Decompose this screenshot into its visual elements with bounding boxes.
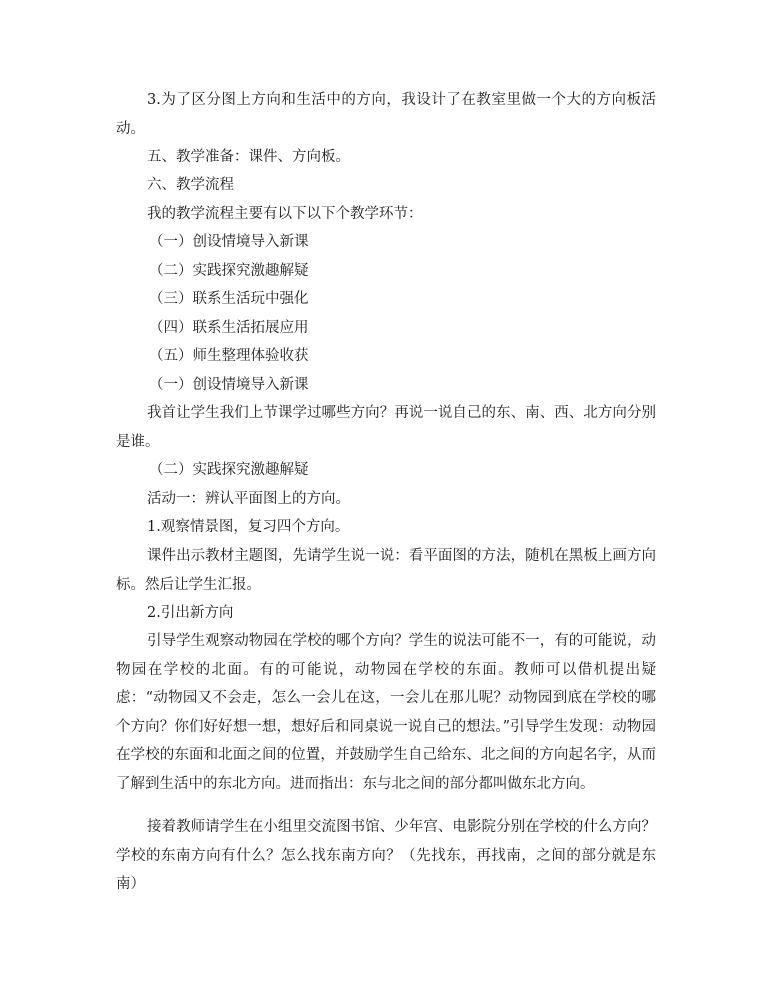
subsection-heading: （二）实践探究激趣解疑 <box>149 462 309 478</box>
paragraph-activity-one: 活动一：辨认平面图上的方向。 <box>147 491 350 507</box>
list-item: （二）实践探究激趣解疑 <box>149 263 309 279</box>
paragraph-group-exchange: 接着教师请学生在小组里交流图书馆、少年宫、电影院分别在学校的什么方向？学校的东南方向有什么？怎么找东南方向？（先找东，再找南，之间的部分就是东南） <box>116 819 656 893</box>
list-item: （一）创设情境导入新课 <box>149 234 309 250</box>
list-item: （四）联系生活拓展应用 <box>149 320 309 336</box>
paragraph-courseware: 课件出示教材主题图，先请学生说一说：看平面图的方法，随机在黑板上画方向标。然后让学生汇报。 <box>116 548 656 593</box>
list-item: （三）联系生活玩中强化 <box>149 291 309 307</box>
paragraph-guide-students: 引导学生观察动物园在学校的哪个方向？学生的说法可能不一，有的可能说，动物园在学校的北面。有的可能说，动物园在学校的东面。教师可以借机提出疑虑：“动物园又不会走，怎么一会儿在这，一会儿在那儿呢？动物园到底在学校的哪个方向？你们好好想一想，想好后和同桌说一说自己的想法。”引导学生发现：动物园在学校的东面和北面之间的位置，并鼓励学生自己给东、北之间的方向起名字，从而了解到生活中的东北方向。进而指出：东与北之间的部分都叫做东北方向。 <box>116 633 656 792</box>
list-item: （五）师生整理体验收获 <box>149 348 309 364</box>
paragraph-section-heading: 六、教学流程 <box>147 177 234 193</box>
paragraph-review-directions: 我首让学生我们上节课学过哪些方向？再说一说自己的东、南、西、北方向分别是谁。 <box>116 405 656 450</box>
paragraph-design-activity: 3.为了区分图上方向和生活中的方向，我设计了在教室里做一个大的方向板活动。 <box>116 92 656 137</box>
paragraph-step-two: 2.引出新方向 <box>147 605 234 621</box>
paragraph-process-intro: 我的教学流程主要有以下以下个教学环节： <box>147 206 423 222</box>
paragraph-teaching-preparation: 五、教学准备：课件、方向板。 <box>147 149 350 165</box>
paragraph-step-one: 1.观察情景图，复习四个方向。 <box>147 519 350 535</box>
subsection-heading: （一）创设情境导入新课 <box>149 377 309 393</box>
